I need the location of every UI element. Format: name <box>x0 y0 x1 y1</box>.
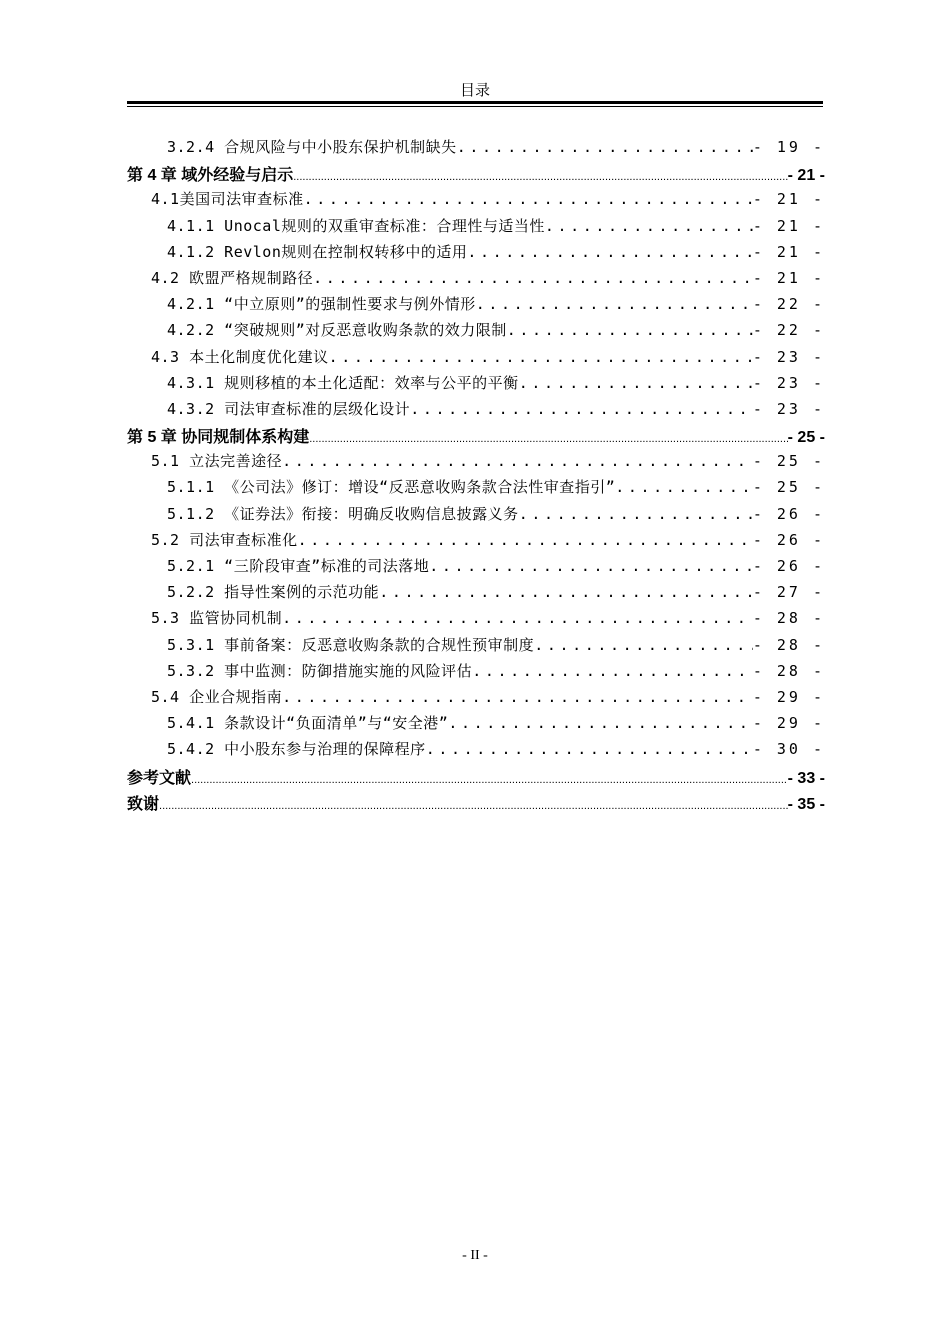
toc-section-entry[interactable] <box>127 660 825 686</box>
toc-section-entry[interactable] <box>127 712 825 738</box>
toc-entry-page: - 33 - <box>787 769 825 787</box>
toc-dot-leader <box>191 774 788 786</box>
toc-entry-title: 5.4.2 中小股东参与治理的保障程序 <box>167 740 426 759</box>
toc-entry-page: - 28 - <box>752 635 825 654</box>
toc-entry-page: - 21 - <box>752 216 825 235</box>
toc-entry-title: 4.3.2 司法审查标准的层级化设计 <box>167 399 411 418</box>
toc-dot-leader <box>282 452 753 470</box>
toc-entry-page: - 25 - <box>752 478 825 497</box>
toc-entry-title: 5.2.2 指导性案例的示范功能 <box>167 583 380 602</box>
toc-entry-page: - 30 - <box>752 740 825 759</box>
toc-dot-leader <box>282 609 753 627</box>
toc-entry-page: - 21 - <box>752 190 825 209</box>
toc-entry-page: - 23 - <box>752 399 825 418</box>
toc-dot-leader <box>472 662 753 680</box>
toc-entry-page: - 28 - <box>752 661 825 680</box>
toc-section-entry[interactable] <box>127 476 825 502</box>
toc-entry-title: 5.1.1 《公司法》修订：增设“反恶意收购条款合法性审查指引” <box>167 478 616 497</box>
toc-section-entry[interactable] <box>127 581 825 607</box>
toc-entry-title: 4.3 本土化制度优化建议 <box>151 347 329 366</box>
toc-entry-title: 4.1.2 Revlon规则在控制权转移中的适用 <box>167 242 468 261</box>
toc-section-entry[interactable] <box>127 346 825 372</box>
toc-dot-leader <box>448 714 753 732</box>
toc-entry-title: 4.2.2 “突破规则”对反恶意收购条款的效力限制 <box>167 321 507 340</box>
toc-dot-leader <box>457 138 753 156</box>
toc-chapter-entry[interactable] <box>127 791 825 817</box>
toc-entry-title: 4.1.1 Unocal规则的双重审查标准：合理性与适当性 <box>167 216 545 235</box>
toc-dot-leader <box>313 269 753 287</box>
page-header-title: 目录 <box>459 81 490 99</box>
header-rule <box>127 101 823 104</box>
toc-entry-title: 5.1.2 《证券法》衔接：明确反收购信息披露义务 <box>167 504 519 523</box>
toc-entry-title: 5.2.1 “三阶段审查”标准的司法落地 <box>167 557 430 575</box>
toc-dot-leader <box>534 636 753 654</box>
toc-dot-leader <box>467 243 752 261</box>
page-number: - II - <box>462 1248 488 1263</box>
toc-dot-leader <box>410 400 753 418</box>
toc-entry-title: 5.4 企业合规指南 <box>151 687 283 706</box>
toc-entry-title: 第 4 章 域外经验与启示 <box>127 167 294 185</box>
toc-entry-page: - 28 - <box>752 609 825 628</box>
toc-dot-leader <box>615 478 753 496</box>
toc-section-entry[interactable] <box>127 136 825 162</box>
toc-section-entry[interactable] <box>127 529 825 555</box>
toc-dot-leader <box>426 740 753 758</box>
toc-entry-title: 5.3.2 事中监测：防御措施实施的风险评估 <box>167 661 473 680</box>
toc-entry-page: - 22 - <box>752 295 825 314</box>
toc-section-entry[interactable] <box>127 634 825 660</box>
toc-dot-leader <box>329 348 753 366</box>
toc-entry-title: 4.2 欧盟严格规制路径 <box>151 268 314 287</box>
toc-section-entry[interactable] <box>127 398 825 424</box>
toc-entry-page: - 21 - <box>787 167 825 185</box>
toc-entry-title: 第 5 章 协同规制体系构建 <box>127 429 310 447</box>
header-rule-thin <box>127 106 823 107</box>
toc-dot-leader <box>304 190 753 208</box>
toc-section-entry[interactable] <box>127 372 825 398</box>
toc-entry-title: 4.2.1 “中立原则”的强制性要求与例外情形 <box>167 295 476 314</box>
toc-section-entry[interactable] <box>127 319 825 345</box>
toc-entry-title: 5.4.1 条款设计“负面清单”与“安全港” <box>167 714 449 733</box>
toc-section-entry[interactable] <box>127 215 825 241</box>
toc-entry-page: - 35 - <box>787 795 825 813</box>
toc-chapter-entry[interactable] <box>127 424 825 450</box>
toc-entry-page: - 29 - <box>752 687 825 706</box>
toc-section-entry[interactable] <box>127 188 825 214</box>
toc-entry-page: - 25 - <box>752 452 825 471</box>
toc-dot-leader <box>282 688 753 706</box>
toc-section-entry[interactable] <box>127 267 825 293</box>
toc-dot-leader <box>298 531 753 549</box>
toc-entry-title: 5.3 监管协同机制 <box>151 609 283 628</box>
toc-entry-title: 5.1 立法完善途径 <box>151 452 283 471</box>
table-of-contents <box>127 136 825 817</box>
toc-entry-title: 3.2.4 合规风险与中小股东保护机制缺失 <box>167 138 457 156</box>
toc-dot-leader <box>545 217 753 235</box>
toc-dot-leader <box>379 583 753 601</box>
toc-entry-page: - 29 - <box>752 714 825 733</box>
toc-entry-title: 5.2 司法审查标准化 <box>151 530 298 549</box>
toc-entry-title: 4.1美国司法审查标准 <box>151 190 304 209</box>
toc-entry-page: - 23 - <box>752 373 825 392</box>
toc-dot-leader <box>159 800 788 812</box>
toc-dot-leader <box>293 171 787 183</box>
toc-entry-page: - 26 - <box>752 557 825 575</box>
toc-entry-page: - 27 - <box>752 583 825 602</box>
toc-dot-leader <box>519 374 753 392</box>
toc-entry-page: - 25 - <box>787 429 825 447</box>
toc-entry-title: 致谢 <box>127 795 160 813</box>
toc-entry-page: - 19 - <box>752 138 825 156</box>
toc-section-entry[interactable] <box>127 293 825 319</box>
toc-section-entry[interactable] <box>127 241 825 267</box>
toc-dot-leader <box>519 505 753 523</box>
toc-entry-title: 4.3.1 规则移植的本土化适配：效率与公平的平衡 <box>167 373 519 392</box>
toc-entry-page: - 26 - <box>752 530 825 549</box>
toc-dot-leader <box>507 321 753 339</box>
toc-entry-page: - 23 - <box>752 347 825 366</box>
toc-chapter-entry[interactable] <box>127 162 825 188</box>
toc-entry-page: - 21 - <box>752 242 825 261</box>
toc-entry-page: - 26 - <box>752 504 825 523</box>
toc-section-entry[interactable] <box>127 503 825 529</box>
toc-section-entry[interactable] <box>127 450 825 476</box>
toc-entry-title: 5.3.1 事前备案：反恶意收购条款的合规性预审制度 <box>167 635 535 654</box>
toc-dot-leader <box>309 433 787 445</box>
toc-section-entry[interactable] <box>127 607 825 633</box>
toc-chapter-entry[interactable] <box>127 765 825 791</box>
toc-entry-page: - 21 - <box>752 268 825 287</box>
toc-entry-title: 参考文献 <box>127 769 192 787</box>
toc-section-entry[interactable] <box>127 555 825 581</box>
toc-section-entry[interactable] <box>127 738 825 764</box>
toc-section-entry[interactable] <box>127 686 825 712</box>
toc-dot-leader <box>476 295 753 313</box>
toc-entry-page: - 22 - <box>752 321 825 340</box>
toc-dot-leader <box>429 557 753 575</box>
